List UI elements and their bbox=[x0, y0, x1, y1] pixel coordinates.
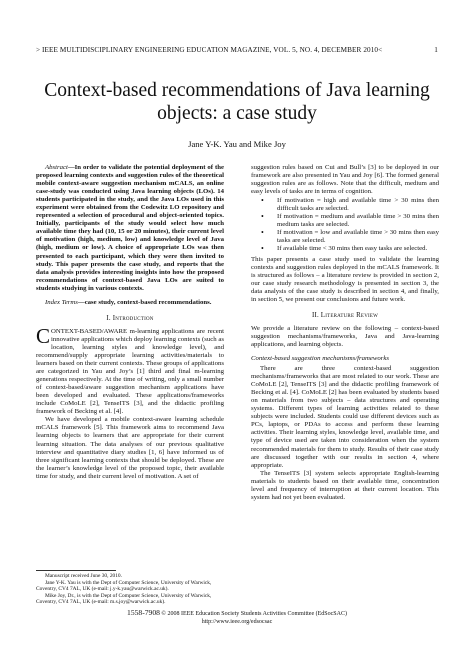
footnote: Jane Y-K. Yau is with the Dept of Computer Science, University of Warwick, Coventry, CV4 7AL, UK (e-mail: j.y-k.yau@warwick.ac.uk). bbox=[36, 579, 212, 593]
abstract-text: —In order to validate the potential deployment of the proposed learning contexts and suggestion rules of the theoretical mobile context-aware suggestion mechanism mCALS, an online case-study was conducted using Java learning objects (LOs). 14 students participated in the study, and the Java LOs used in this experiment were obtained from the Codewitz LO repository and represented a selection of procedural and object-oriented topics. Initially, participants of the study would select how much available time they had (10, 15 or 20 minutes), their current level of motivation (high, medium, low) and knowledge level of Java (high, medium or low). A choice of appropriate LOs was then presented to each participant, which they were then invited to study. This paper presents the case study, and reports that the data analysis provides interesting insights into how the proposed recommendations of context-based Java LOs are suited to students studying in various contexts. bbox=[36, 164, 224, 292]
subsection-heading: Context-based suggestion mechanisms/frameworks bbox=[251, 354, 389, 362]
index-terms bbox=[36, 299, 224, 307]
left-column bbox=[36, 164, 224, 481]
review-paragraph: We provide a literature review on the following – context-based suggestion mechanisms/frameworks, Java and Java-learning applications, and learning objects. bbox=[251, 324, 439, 348]
author-line: Jane Y-K. Yau and Mike Joy bbox=[188, 139, 286, 149]
list-item: • If motivation = low and available time > 30 mins then easy tasks are selected. bbox=[277, 229, 439, 245]
intro-paragraph-1 bbox=[36, 323, 224, 417]
page-number: 1 bbox=[434, 46, 438, 54]
footnotes bbox=[36, 573, 224, 606]
intro-paragraph-1-text: ONTEXT-BASED/AWARE m-learning applications are recent innovative applications which deploy learning contexts (such as location, learning styles and knowledge level), and recommend/supply appropriate learning activities/materials to learners based on their current contexts. These groups of applications are categorized in Yau and Joy’s [1] third and final m-learning generations respectively. At the time of writing, only a small number of context-based/aware suggestion mechanism applications have been developed and evaluated. These applications/frameworks include CoMoLE [2], TenseITS [3], and the didactic profiling framework of Becking et al. [4]. bbox=[36, 327, 224, 416]
index-terms-lead: Index Terms bbox=[45, 298, 78, 306]
footnote: Mike Joy, Dr., is with the Dept of Computer Science, University of Warwick, Coventry, CV4 7AL, UK (e-mail: m.s.joy@warwick.ac.uk). bbox=[36, 592, 212, 606]
list-item: • If motivation = high and available time > 30 mins then difficult tasks are selected. bbox=[277, 197, 439, 213]
drop-cap: C bbox=[36, 323, 51, 348]
issn-code: 1558-7908 bbox=[127, 608, 160, 617]
index-terms-text: —case study, context-based recommendations. bbox=[77, 298, 212, 306]
running-head-text: > IEEE MULTIDISCIPLINARY ENGINEERING EDUCATION MAGAZINE, VOL. 5, NO. 4, DECEMBER 2010< bbox=[36, 46, 383, 54]
rules-paragraph: suggestion rules based on Cui and Bull’s [3] to be deployed in our framework are also presented in Yau and Joy [6]. The formed general suggestion rules are as follows. Note that the difficult, medium and easy levels of tasks are in terms of cognition. bbox=[251, 164, 439, 196]
section-heading-introduction: I. Introduction bbox=[106, 314, 154, 322]
right-column bbox=[251, 164, 439, 502]
rules-list bbox=[251, 197, 439, 253]
abstract bbox=[36, 164, 224, 293]
list-item: • If available time < 30 mins then easy tasks are selected. bbox=[277, 245, 439, 253]
footer-copyright: © 2008 IEEE Education Society Students Activities Committee (EdSocSAC) bbox=[161, 611, 347, 617]
abstract-lead: Abstract bbox=[45, 164, 68, 171]
running-head bbox=[36, 46, 438, 54]
page-footer bbox=[36, 609, 438, 626]
list-item: • If motivation = medium and available time > 30 mins then medium tasks are selected. bbox=[277, 213, 439, 229]
paper-title: Context-based recommendations of Java learning objects: a case study bbox=[44, 80, 430, 124]
section-heading-literature-review: II. Literature Review bbox=[311, 311, 379, 319]
footnote: Manuscript received June 30, 2010. bbox=[45, 573, 122, 579]
footer-url: http://www.ieee.org/edsocsac bbox=[201, 618, 273, 625]
tenseits-paragraph: The TenseITS [3] system selects appropriate English-learning materials to students based on their available time, concentration level and frequency of interruption at their current location. This system had not yet been evaluated. bbox=[251, 469, 439, 501]
outline-paragraph: This paper presents a case study used to validate the learning contexts and suggestion rules deployed in the mCALS framework. It is structured as follows – a literature review is provided in section 2, our case study research methodology is presented in section 3, the data analysis of the case study is described in section 4, and finally, in section 5, we present our conclusions and future work. bbox=[251, 255, 439, 303]
footer-line-1 bbox=[36, 609, 438, 619]
intro-paragraph-2: We have developed a mobile context-aware learning schedule mCALS framework [5]. This framework aims to recommend Java learning objects to learners that are appropriate for their current learning situation. The data analyses of our previous qualitative interview and quantitative diary studies [1, 6] have informed us of three significant learning contexts that should be deployed. These are the learner’s knowledge level of the proposed topic, their available time for study, and their current level of motivation. A set of bbox=[36, 416, 224, 480]
footnote-rule bbox=[36, 570, 116, 571]
mechanisms-paragraph: There are three context-based suggestion mechanisms/frameworks that are most related to our work. These are CoMoLE [2], TenseITS [3] and the didactic profiling framework of Becking et al. [4]. CoMoLE [2] has been evaluated by students based on materials from two subjects – data structures and operating systems. Different types of learning activities related to these subjects were included. Students could use different devices such as PCs, laptops, or PDAs to access and perform these learning activities. Their learning styles, knowledge level, available time, and type of device used are taken into consideration when the system recommended materials for them to study. Results of their case study are discussed together with our results in section 4, where appropriate. bbox=[251, 365, 439, 469]
